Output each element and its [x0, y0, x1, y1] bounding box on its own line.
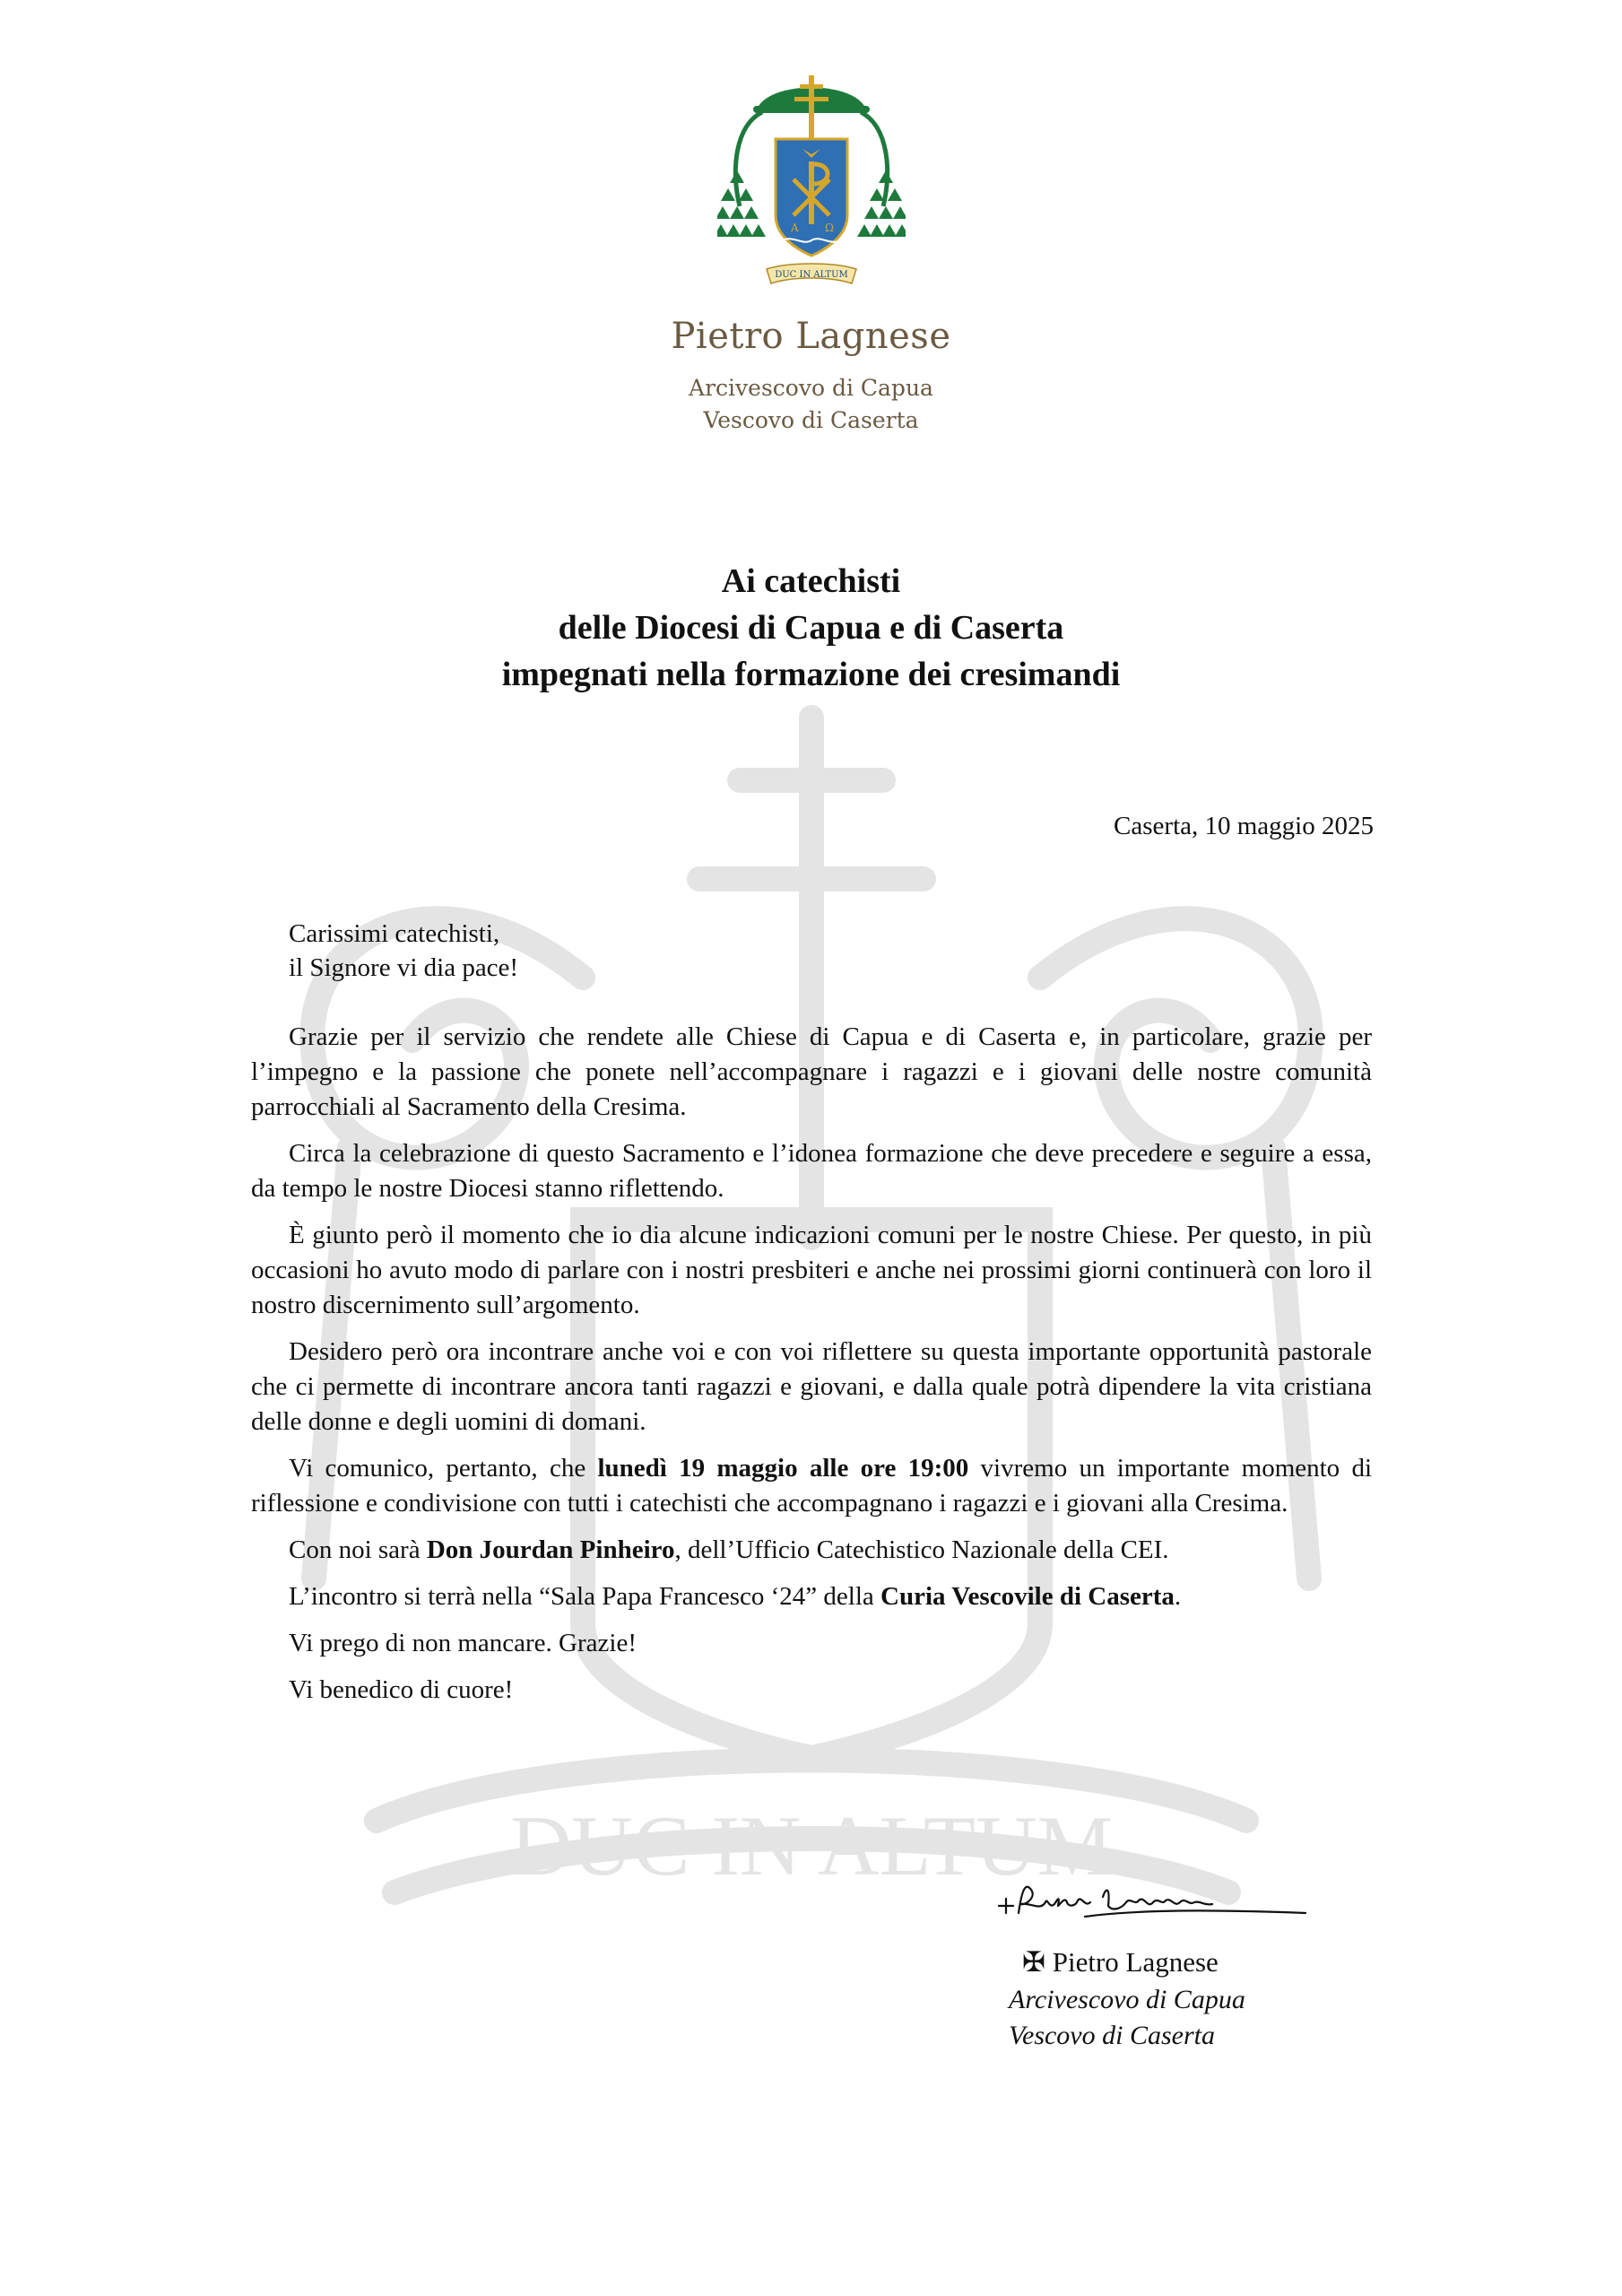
paragraph-venue: L’incontro si terrà nella “Sala Papa Francesco ‘24” della Curia Vescovile di Caserta.: [289, 1582, 1182, 1611]
blessing-greeting: il Signore vi dia pace!: [289, 953, 519, 982]
archbishop-coat-of-arms: [717, 72, 906, 296]
meeting-datetime: lunedì 19 maggio alle ore 19:00: [597, 1454, 969, 1483]
svg-text:Ω: Ω: [825, 222, 834, 234]
addressee-line-3: impegnati nella formazione dei cresimandi: [501, 656, 1121, 693]
paragraph-request: Vi prego di non mancare. Grazie!: [289, 1629, 637, 1657]
signatory-role-archbishop: Arcivescovo di Capua: [1009, 1985, 1245, 2014]
letter-date: Caserta, 10 maggio 2025: [1114, 812, 1374, 840]
addressee-line-1: Ai catechisti: [721, 562, 901, 600]
addressee-line-2: delle Diocesi di Capua e di Caserta: [558, 609, 1064, 647]
speaker-name: Don Jourdan Pinheiro: [426, 1535, 675, 1564]
letter-body: [251, 1020, 1372, 1719]
letterhead-name: Pietro Lagnese: [671, 316, 951, 357]
signatory-role-bishop: Vescovo di Caserta: [1009, 2021, 1215, 2050]
paragraph-meeting-date: Vi comunico, pertanto, che lunedì 19 maggio alle ore 19:00 vivremo un importante momento di riflessione e condivisione con tutti i catechisti che accompagnano i ragazzi e i giovani alla Cresima.: [251, 1454, 1373, 1518]
salutation: Carissimi catechisti,: [289, 919, 500, 948]
svg-text:A: A: [791, 222, 799, 234]
handwritten-signature: [995, 1870, 1309, 1933]
letterhead-role-archbishop: Arcivescovo di Capua: [689, 375, 933, 401]
paragraph-reflection: Circa la celebrazione di questo Sacramento e l’idonea formazione che deve precedere e seguire a essa, da tempo le nostre Diocesi stanno riflettendo.: [251, 1139, 1372, 1203]
paragraph-indications: È giunto però il momento che io dia alcune indicazioni comuni per le nostre Chiese. Per questo, in più occasioni ho avuto modo di parlare con i nostri presbiteri e anche nei prossimi giorni continuerà con loro il nostro discernimento sull’argomento.: [251, 1221, 1372, 1319]
paragraph-blessing: Vi benedico di cuore!: [289, 1675, 514, 1704]
signatory-name: ✠ Pietro Lagnese: [1022, 1946, 1219, 1978]
paragraph-invitation: Desidero però ora incontrare anche voi e con voi riflettere su questa importante opportunità pastorale che ci permette di incontrare ancora tanti ragazzi e giovani, e dalla quale potrà dipendere la vita cristiana delle donne e degli uomini di domani.: [251, 1337, 1372, 1436]
paragraph-thanks: Grazie per il servizio che rendete alle Chiese di Capua e di Caserta e, in particolare, grazie per l’impegno e la passione che ponete nell’accompagnare i ragazzi e i giovani delle nostre comunità parrocchiali al Sacramento della Cresima.: [251, 1022, 1372, 1121]
watermark-motto: DUC IN ALTUM: [509, 1798, 1114, 1893]
paragraph-speaker: Con noi sarà Don Jourdan Pinheiro, dell’Ufficio Catechistico Nazionale della CEI.: [289, 1535, 1169, 1564]
crest-motto: DUC IN ALTUM: [775, 270, 848, 280]
venue-name: Curia Vescovile di Caserta: [880, 1582, 1175, 1611]
letterhead-role-bishop: Vescovo di Caserta: [703, 407, 919, 433]
